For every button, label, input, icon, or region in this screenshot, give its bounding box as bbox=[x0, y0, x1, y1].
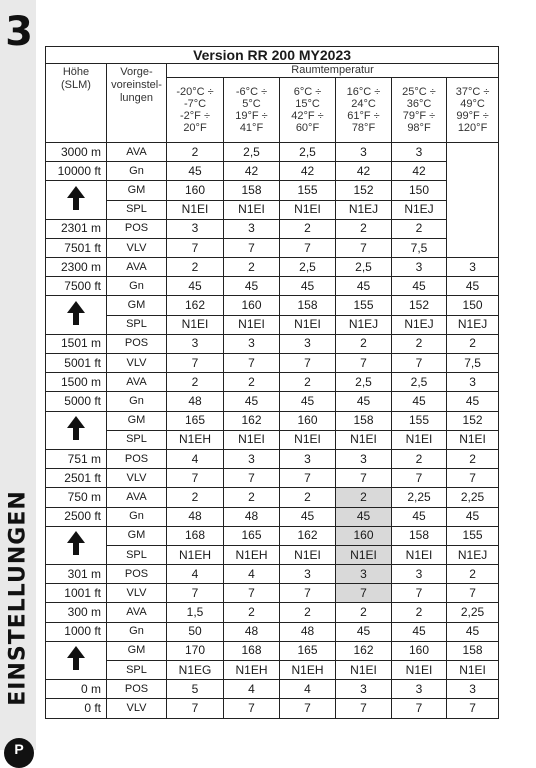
table-cell: 2 bbox=[224, 373, 280, 392]
table-row bbox=[46, 603, 499, 622]
table-cell: 3 bbox=[167, 334, 224, 353]
table-cell: 2 bbox=[392, 219, 447, 238]
table-cell: N1EI bbox=[224, 430, 280, 449]
presetting-label: SPL bbox=[107, 661, 167, 680]
table-cell: 162 bbox=[224, 411, 280, 430]
table-cell: 50 bbox=[167, 622, 224, 641]
table-cell: 3 bbox=[280, 334, 336, 353]
table-cell: 150 bbox=[392, 181, 447, 200]
table-cell: 158 bbox=[280, 296, 336, 315]
table-cell: 162 bbox=[167, 296, 224, 315]
table-cell: 2 bbox=[167, 258, 224, 277]
altitude-value: 5001 ft bbox=[46, 354, 107, 373]
table-row bbox=[46, 238, 499, 257]
table-cell: 45 bbox=[392, 277, 447, 296]
table-row bbox=[46, 565, 499, 584]
table-cell: 2 bbox=[447, 334, 499, 353]
table-cell: 2,5 bbox=[280, 142, 336, 161]
altitude-value: 7500 ft bbox=[46, 277, 107, 296]
table-cell: 7 bbox=[224, 699, 280, 719]
table-cell: 7 bbox=[167, 238, 224, 257]
page-badge: P bbox=[4, 738, 34, 768]
table-cell: 160 bbox=[167, 181, 224, 200]
table-cell: 7 bbox=[336, 699, 392, 719]
table-cell: 45 bbox=[167, 162, 224, 181]
table-cell: 5 bbox=[167, 680, 224, 699]
table-cell: 3 bbox=[447, 373, 499, 392]
altitude-value: 2500 ft bbox=[46, 507, 107, 526]
table-cell: 2,25 bbox=[447, 488, 499, 507]
table-cell: 3 bbox=[224, 334, 280, 353]
presetting-label: SPL bbox=[107, 430, 167, 449]
presetting-label: GM bbox=[107, 526, 167, 545]
table-cell: 168 bbox=[224, 641, 280, 660]
presetting-label: AVA bbox=[107, 258, 167, 277]
up-arrow-icon bbox=[66, 300, 86, 326]
table-cell: 2 bbox=[336, 219, 392, 238]
presetting-label: GM bbox=[107, 181, 167, 200]
table-cell: 2,5 bbox=[336, 373, 392, 392]
table-cell: N1EJ bbox=[336, 315, 392, 334]
table-cell: 2,25 bbox=[447, 603, 499, 622]
table-cell: 155 bbox=[336, 296, 392, 315]
table-cell: 48 bbox=[280, 622, 336, 641]
table-cell: N1EH bbox=[280, 661, 336, 680]
table-cell: N1EI bbox=[280, 315, 336, 334]
table-cell: 4 bbox=[224, 565, 280, 584]
table-cell: N1EI bbox=[392, 661, 447, 680]
table-cell: 42 bbox=[224, 162, 280, 181]
presetting-label: SPL bbox=[107, 545, 167, 564]
table-cell: 3 bbox=[280, 565, 336, 584]
presetting-label: VLV bbox=[107, 354, 167, 373]
altitude-range-arrow-icon bbox=[46, 411, 107, 449]
altitude-range-arrow-icon bbox=[46, 181, 107, 219]
table-cell: 155 bbox=[447, 526, 499, 545]
table-cell: 162 bbox=[336, 641, 392, 660]
temperature-range-4: 16°C ÷ 24°C 61°F ÷ 78°F bbox=[336, 78, 392, 143]
table-cell: 7 bbox=[336, 238, 392, 257]
table-row bbox=[46, 661, 499, 680]
table-cell: 7 bbox=[336, 584, 392, 603]
table-cell: 48 bbox=[224, 622, 280, 641]
room-temperature-header: Raumtemperatur bbox=[167, 64, 499, 78]
table-cell: 7 bbox=[224, 238, 280, 257]
table-cell: 3 bbox=[167, 219, 224, 238]
table-row bbox=[46, 680, 499, 699]
table-cell: 3 bbox=[392, 680, 447, 699]
table-row bbox=[46, 373, 499, 392]
table-row bbox=[46, 334, 499, 353]
altitude-value: 0 m bbox=[46, 680, 107, 699]
table-cell: 160 bbox=[392, 641, 447, 660]
presetting-label: GM bbox=[107, 296, 167, 315]
table-cell: N1EJ bbox=[447, 545, 499, 564]
table-cell: 45 bbox=[447, 507, 499, 526]
table-cell: N1EG bbox=[167, 661, 224, 680]
presetting-label: Gn bbox=[107, 622, 167, 641]
altitude-value: 0 ft bbox=[46, 699, 107, 719]
table-cell: N1EI bbox=[336, 661, 392, 680]
table-cell: 7 bbox=[224, 469, 280, 488]
table-row bbox=[46, 296, 499, 315]
table-cell: 7 bbox=[336, 354, 392, 373]
altitude-header: Höhe (SLM) bbox=[46, 64, 107, 143]
table-cell: 7 bbox=[280, 354, 336, 373]
table-row bbox=[46, 641, 499, 660]
table-cell: 45 bbox=[392, 507, 447, 526]
table-row bbox=[46, 219, 499, 238]
temperature-range-3: 6°C ÷ 15°C 42°F ÷ 60°F bbox=[280, 78, 336, 143]
table-cell: 7 bbox=[224, 354, 280, 373]
table-cell: 2 bbox=[280, 488, 336, 507]
table-cell: 45 bbox=[280, 277, 336, 296]
table-cell: 2 bbox=[224, 603, 280, 622]
table-cell: 48 bbox=[167, 392, 224, 411]
table-cell: 7 bbox=[336, 469, 392, 488]
table-cell: 45 bbox=[392, 622, 447, 641]
table-row bbox=[46, 142, 499, 161]
presetting-label: AVA bbox=[107, 373, 167, 392]
empty-cell bbox=[447, 142, 499, 257]
presetting-label: SPL bbox=[107, 315, 167, 334]
altitude-value: 5000 ft bbox=[46, 392, 107, 411]
presetting-label: POS bbox=[107, 680, 167, 699]
table-cell: 2,25 bbox=[392, 488, 447, 507]
table-cell: 2 bbox=[280, 603, 336, 622]
table-cell: 150 bbox=[447, 296, 499, 315]
table-row bbox=[46, 277, 499, 296]
table-cell: 3 bbox=[336, 565, 392, 584]
table-cell: N1EI bbox=[336, 545, 392, 564]
table-cell: 2 bbox=[167, 142, 224, 161]
altitude-value: 2301 m bbox=[46, 219, 107, 238]
table-cell: N1EH bbox=[167, 430, 224, 449]
table-cell: 2,5 bbox=[224, 142, 280, 161]
temperature-range-1: -20°C ÷ -7°C -2°F ÷ 20°F bbox=[167, 78, 224, 143]
presetting-label: POS bbox=[107, 449, 167, 468]
table-row bbox=[46, 162, 499, 181]
table-row bbox=[46, 392, 499, 411]
table-row bbox=[46, 469, 499, 488]
table-cell: N1EI bbox=[280, 430, 336, 449]
table-cell: 3 bbox=[392, 142, 447, 161]
table-row bbox=[46, 411, 499, 430]
table-row bbox=[46, 584, 499, 603]
altitude-value: 1000 ft bbox=[46, 622, 107, 641]
altitude-value: 10000 ft bbox=[46, 162, 107, 181]
table-cell: 2 bbox=[280, 373, 336, 392]
table-cell: 168 bbox=[167, 526, 224, 545]
altitude-value: 2501 ft bbox=[46, 469, 107, 488]
table-cell: 152 bbox=[336, 181, 392, 200]
table-cell: 7,5 bbox=[392, 238, 447, 257]
table-cell: 3 bbox=[336, 449, 392, 468]
table-cell: 7 bbox=[447, 584, 499, 603]
table-cell: 160 bbox=[224, 296, 280, 315]
table-cell: 4 bbox=[280, 680, 336, 699]
table-cell: 7 bbox=[224, 584, 280, 603]
presetting-label: AVA bbox=[107, 603, 167, 622]
altitude-value: 3000 m bbox=[46, 142, 107, 161]
table-cell: 162 bbox=[280, 526, 336, 545]
presetting-label: Gn bbox=[107, 392, 167, 411]
altitude-value: 7501 ft bbox=[46, 238, 107, 257]
table-cell: 158 bbox=[447, 641, 499, 660]
table-cell: 4 bbox=[167, 449, 224, 468]
altitude-range-arrow-icon bbox=[46, 296, 107, 334]
table-cell: 165 bbox=[224, 526, 280, 545]
table-cell: 45 bbox=[336, 277, 392, 296]
table-cell: 152 bbox=[447, 411, 499, 430]
altitude-value: 301 m bbox=[46, 565, 107, 584]
table-cell: 2 bbox=[167, 488, 224, 507]
table-cell: 7 bbox=[392, 469, 447, 488]
table-cell: 2 bbox=[224, 488, 280, 507]
table-cell: N1EI bbox=[280, 545, 336, 564]
table-cell: 45 bbox=[336, 392, 392, 411]
table-cell: 2,5 bbox=[336, 258, 392, 277]
table-cell: 7 bbox=[447, 469, 499, 488]
table-cell: 2 bbox=[280, 219, 336, 238]
table-cell: 2 bbox=[167, 373, 224, 392]
table-cell: 45 bbox=[167, 277, 224, 296]
table-cell: 3 bbox=[336, 142, 392, 161]
table-cell: 7 bbox=[392, 584, 447, 603]
altitude-value: 300 m bbox=[46, 603, 107, 622]
presetting-label: POS bbox=[107, 334, 167, 353]
table-row bbox=[46, 181, 499, 200]
table-cell: 2 bbox=[392, 449, 447, 468]
table-cell: 7 bbox=[447, 699, 499, 719]
chapter-sidebar bbox=[0, 0, 36, 757]
presetting-label: VLV bbox=[107, 469, 167, 488]
table-cell: 7 bbox=[280, 699, 336, 719]
table-row bbox=[46, 488, 499, 507]
table-cell: 155 bbox=[280, 181, 336, 200]
up-arrow-icon bbox=[66, 415, 86, 441]
table-cell: 45 bbox=[224, 392, 280, 411]
table-cell: 42 bbox=[392, 162, 447, 181]
table-cell: 48 bbox=[224, 507, 280, 526]
table-cell: 155 bbox=[392, 411, 447, 430]
presetting-label: VLV bbox=[107, 699, 167, 719]
table-cell: 2,5 bbox=[392, 373, 447, 392]
table-row bbox=[46, 507, 499, 526]
table-cell: 158 bbox=[392, 526, 447, 545]
table-row bbox=[46, 258, 499, 277]
table-cell: 45 bbox=[447, 622, 499, 641]
table-cell: 2 bbox=[392, 334, 447, 353]
table-cell: 2 bbox=[392, 603, 447, 622]
table-row bbox=[46, 354, 499, 373]
table-cell: 3 bbox=[392, 258, 447, 277]
table-cell: 160 bbox=[336, 526, 392, 545]
table-cell: 3 bbox=[392, 565, 447, 584]
settings-table bbox=[45, 46, 499, 719]
table-cell: 160 bbox=[280, 411, 336, 430]
presetting-label: Gn bbox=[107, 162, 167, 181]
table-cell: 42 bbox=[336, 162, 392, 181]
table-cell: N1EH bbox=[224, 545, 280, 564]
table-row bbox=[46, 526, 499, 545]
table-cell: 7 bbox=[167, 354, 224, 373]
table-cell: N1EI bbox=[280, 200, 336, 219]
table-cell: N1EI bbox=[167, 200, 224, 219]
presetting-label: Gn bbox=[107, 277, 167, 296]
altitude-value: 1001 ft bbox=[46, 584, 107, 603]
table-cell: 2 bbox=[224, 258, 280, 277]
presetting-label: AVA bbox=[107, 488, 167, 507]
up-arrow-icon bbox=[66, 185, 86, 211]
table-cell: 3 bbox=[336, 680, 392, 699]
table-cell: 170 bbox=[167, 641, 224, 660]
table-cell: 158 bbox=[336, 411, 392, 430]
table-cell: 45 bbox=[224, 277, 280, 296]
altitude-value: 1500 m bbox=[46, 373, 107, 392]
table-cell: 42 bbox=[280, 162, 336, 181]
table-cell: 7,5 bbox=[447, 354, 499, 373]
presettings-header: Vorge- voreinstel- lungen bbox=[107, 64, 167, 143]
table-cell: 7 bbox=[280, 238, 336, 257]
temperature-range-6: 37°C ÷ 49°C 99°F ÷ 120°F bbox=[447, 78, 499, 143]
table-cell: 7 bbox=[280, 584, 336, 603]
table-cell: 7 bbox=[167, 469, 224, 488]
table-cell: 45 bbox=[336, 507, 392, 526]
altitude-value: 2300 m bbox=[46, 258, 107, 277]
table-cell: 45 bbox=[336, 622, 392, 641]
table-cell: N1EH bbox=[167, 545, 224, 564]
table-cell: 3 bbox=[224, 449, 280, 468]
table-cell: N1EI bbox=[447, 430, 499, 449]
table-cell: 7 bbox=[167, 699, 224, 719]
presetting-label: SPL bbox=[107, 200, 167, 219]
table-cell: 2,5 bbox=[280, 258, 336, 277]
table-row bbox=[46, 315, 499, 334]
presetting-label: POS bbox=[107, 565, 167, 584]
table-row bbox=[46, 699, 499, 719]
altitude-range-arrow-icon bbox=[46, 641, 107, 679]
table-cell: 2 bbox=[336, 603, 392, 622]
table-cell: N1EI bbox=[167, 315, 224, 334]
table-cell: 3 bbox=[447, 258, 499, 277]
table-cell: N1EH bbox=[224, 661, 280, 680]
table-cell: 165 bbox=[167, 411, 224, 430]
table-cell: 2 bbox=[336, 334, 392, 353]
table-cell: 7 bbox=[280, 469, 336, 488]
up-arrow-icon bbox=[66, 645, 86, 671]
table-cell: N1EJ bbox=[447, 315, 499, 334]
table-title: Version RR 200 MY2023 bbox=[46, 47, 499, 64]
table-cell: N1EI bbox=[447, 661, 499, 680]
table-cell: N1EI bbox=[392, 545, 447, 564]
table-cell: 45 bbox=[280, 392, 336, 411]
presetting-label: VLV bbox=[107, 238, 167, 257]
presetting-label: GM bbox=[107, 411, 167, 430]
altitude-value: 750 m bbox=[46, 488, 107, 507]
altitude-range-arrow-icon bbox=[46, 526, 107, 564]
presetting-label: VLV bbox=[107, 584, 167, 603]
temperature-range-2: -6°C ÷ 5°C 19°F ÷ 41°F bbox=[224, 78, 280, 143]
table-cell: N1EJ bbox=[392, 315, 447, 334]
table-cell: 45 bbox=[280, 507, 336, 526]
table-cell: 45 bbox=[447, 392, 499, 411]
table-cell: 48 bbox=[167, 507, 224, 526]
table-cell: 152 bbox=[392, 296, 447, 315]
presetting-label: AVA bbox=[107, 142, 167, 161]
table-cell: N1EI bbox=[224, 200, 280, 219]
table-row bbox=[46, 545, 499, 564]
table-cell: 7 bbox=[167, 584, 224, 603]
table-cell: 4 bbox=[224, 680, 280, 699]
table-row bbox=[46, 200, 499, 219]
table-cell: N1EI bbox=[336, 430, 392, 449]
presetting-label: Gn bbox=[107, 507, 167, 526]
altitude-value: 1501 m bbox=[46, 334, 107, 353]
table-cell: 165 bbox=[280, 641, 336, 660]
up-arrow-icon bbox=[66, 530, 86, 556]
table-row bbox=[46, 449, 499, 468]
table-cell: 2 bbox=[336, 488, 392, 507]
table-cell: 4 bbox=[167, 565, 224, 584]
table-cell: 1,5 bbox=[167, 603, 224, 622]
chapter-number: 3 bbox=[5, 9, 33, 55]
table-cell: N1EI bbox=[224, 315, 280, 334]
table-cell: N1EJ bbox=[336, 200, 392, 219]
table-cell: 45 bbox=[392, 392, 447, 411]
temperature-range-5: 25°C ÷ 36°C 79°F ÷ 98°F bbox=[392, 78, 447, 143]
presetting-label: POS bbox=[107, 219, 167, 238]
presetting-label: GM bbox=[107, 641, 167, 660]
table-cell: 7 bbox=[392, 354, 447, 373]
table-cell: 3 bbox=[224, 219, 280, 238]
chapter-title: EINSTELLUNGEN bbox=[5, 490, 31, 706]
table-cell: 7 bbox=[392, 699, 447, 719]
table-cell: N1EJ bbox=[392, 200, 447, 219]
table-cell: 3 bbox=[447, 680, 499, 699]
table-cell: N1EI bbox=[392, 430, 447, 449]
table-row bbox=[46, 430, 499, 449]
table-cell: 2 bbox=[447, 565, 499, 584]
table-cell: 2 bbox=[447, 449, 499, 468]
table-cell: 158 bbox=[224, 181, 280, 200]
table-cell: 3 bbox=[280, 449, 336, 468]
table-row bbox=[46, 622, 499, 641]
table-cell: 45 bbox=[447, 277, 499, 296]
altitude-value: 751 m bbox=[46, 449, 107, 468]
